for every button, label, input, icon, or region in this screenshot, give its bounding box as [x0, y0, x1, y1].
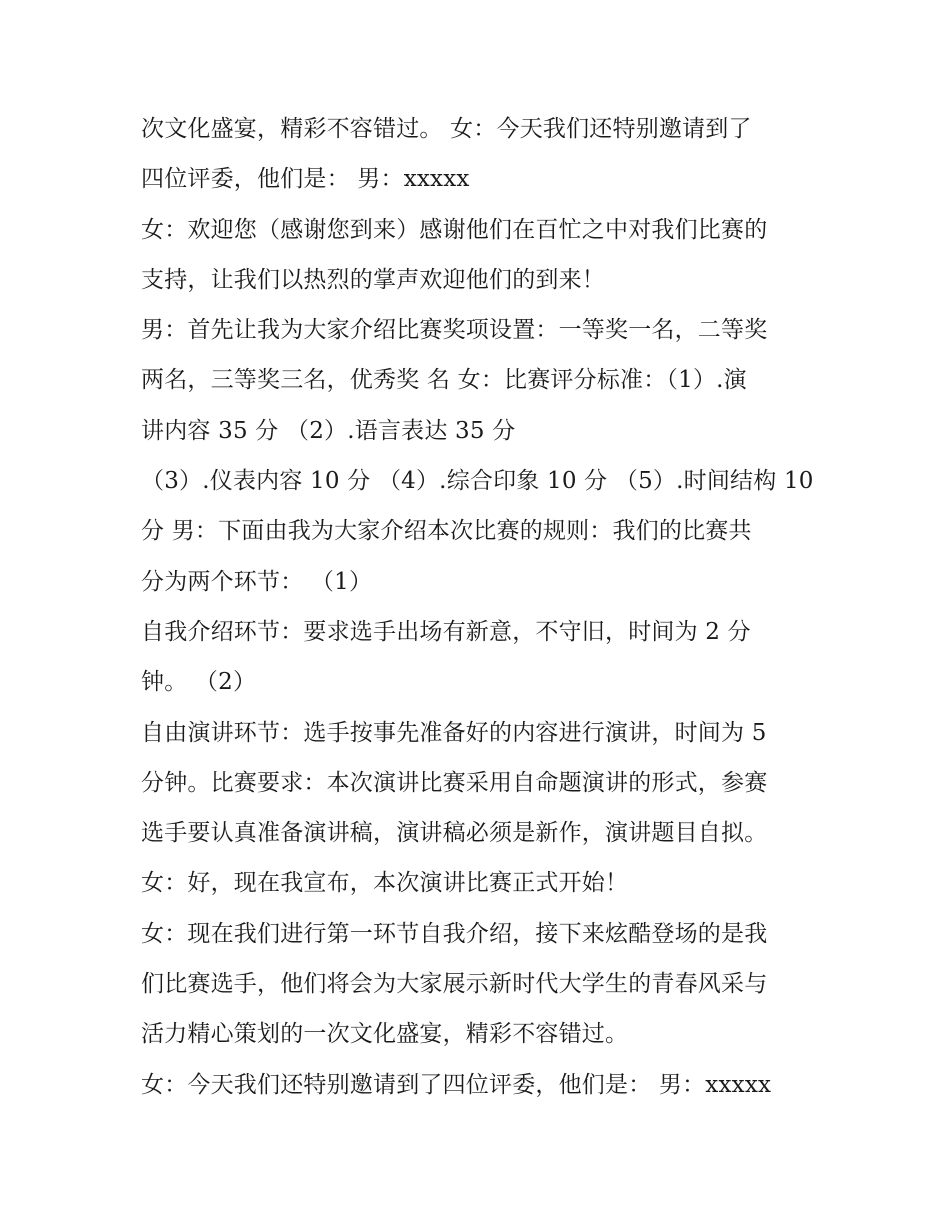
text-line: 两名，三等奖三名，优秀奖 名 女：比赛评分标准：（1）.演 [141, 367, 747, 394]
text-line: 分为两个环节： （1） [141, 568, 373, 595]
text-line: 活力精心策划的一次文化盛宴，精彩不容错过。 [141, 1021, 629, 1048]
text-line: 女：欢迎您（感谢您到来）感谢他们在百忙之中对我们比赛的 [141, 216, 768, 243]
text-line: 次文化盛宴，精彩不容错过。 女：今天我们还特别邀请到了 [141, 116, 752, 142]
text-line: 女：今天我们还特别邀请到了四位评委，他们是： 男：xxxxx [141, 1071, 772, 1098]
text-line: 女：好，现在我宣布，本次演讲比赛正式开始！ [141, 870, 629, 897]
text-line: 讲内容 35 分 （2）.语言表达 35 分 [141, 417, 516, 444]
text-line: 分钟。比赛要求：本次演讲比赛采用自命题演讲的形式，参赛 [141, 769, 768, 796]
text-line: （3）.仪表内容 10 分 （4）.综合印象 10 分 （5）.时间结构 10 [141, 468, 814, 495]
text-line: 分 男：下面由我为大家介绍本次比赛的规则：我们的比赛共 [141, 518, 752, 545]
text-line: 们比赛选手，他们将会为大家展示新时代大学生的青春风采与 [141, 971, 768, 998]
text-line: 钟。 （2） [141, 669, 257, 696]
document-body [141, 104, 821, 1110]
text-line: 四位评委，他们是： 男：xxxxx [141, 166, 470, 193]
text-line: 自由演讲环节：选手按事先准备好的内容进行演讲，时间为 5 [141, 719, 767, 746]
text-line: 自我介绍环节：要求选手出场有新意，不守旧，时间为 2 分 [141, 618, 751, 645]
text-line: 女：现在我们进行第一环节自我介绍，接下来炫酷登场的是我 [141, 920, 768, 947]
text-line: 选手要认真准备演讲稿，演讲稿必须是新作，演讲题目自拟。 [141, 820, 768, 847]
text-line: 男：首先让我为大家介绍比赛奖项设置：一等奖一名，二等奖 [141, 317, 768, 344]
text-line: 支持，让我们以热烈的掌声欢迎他们的到来！ [141, 266, 605, 293]
